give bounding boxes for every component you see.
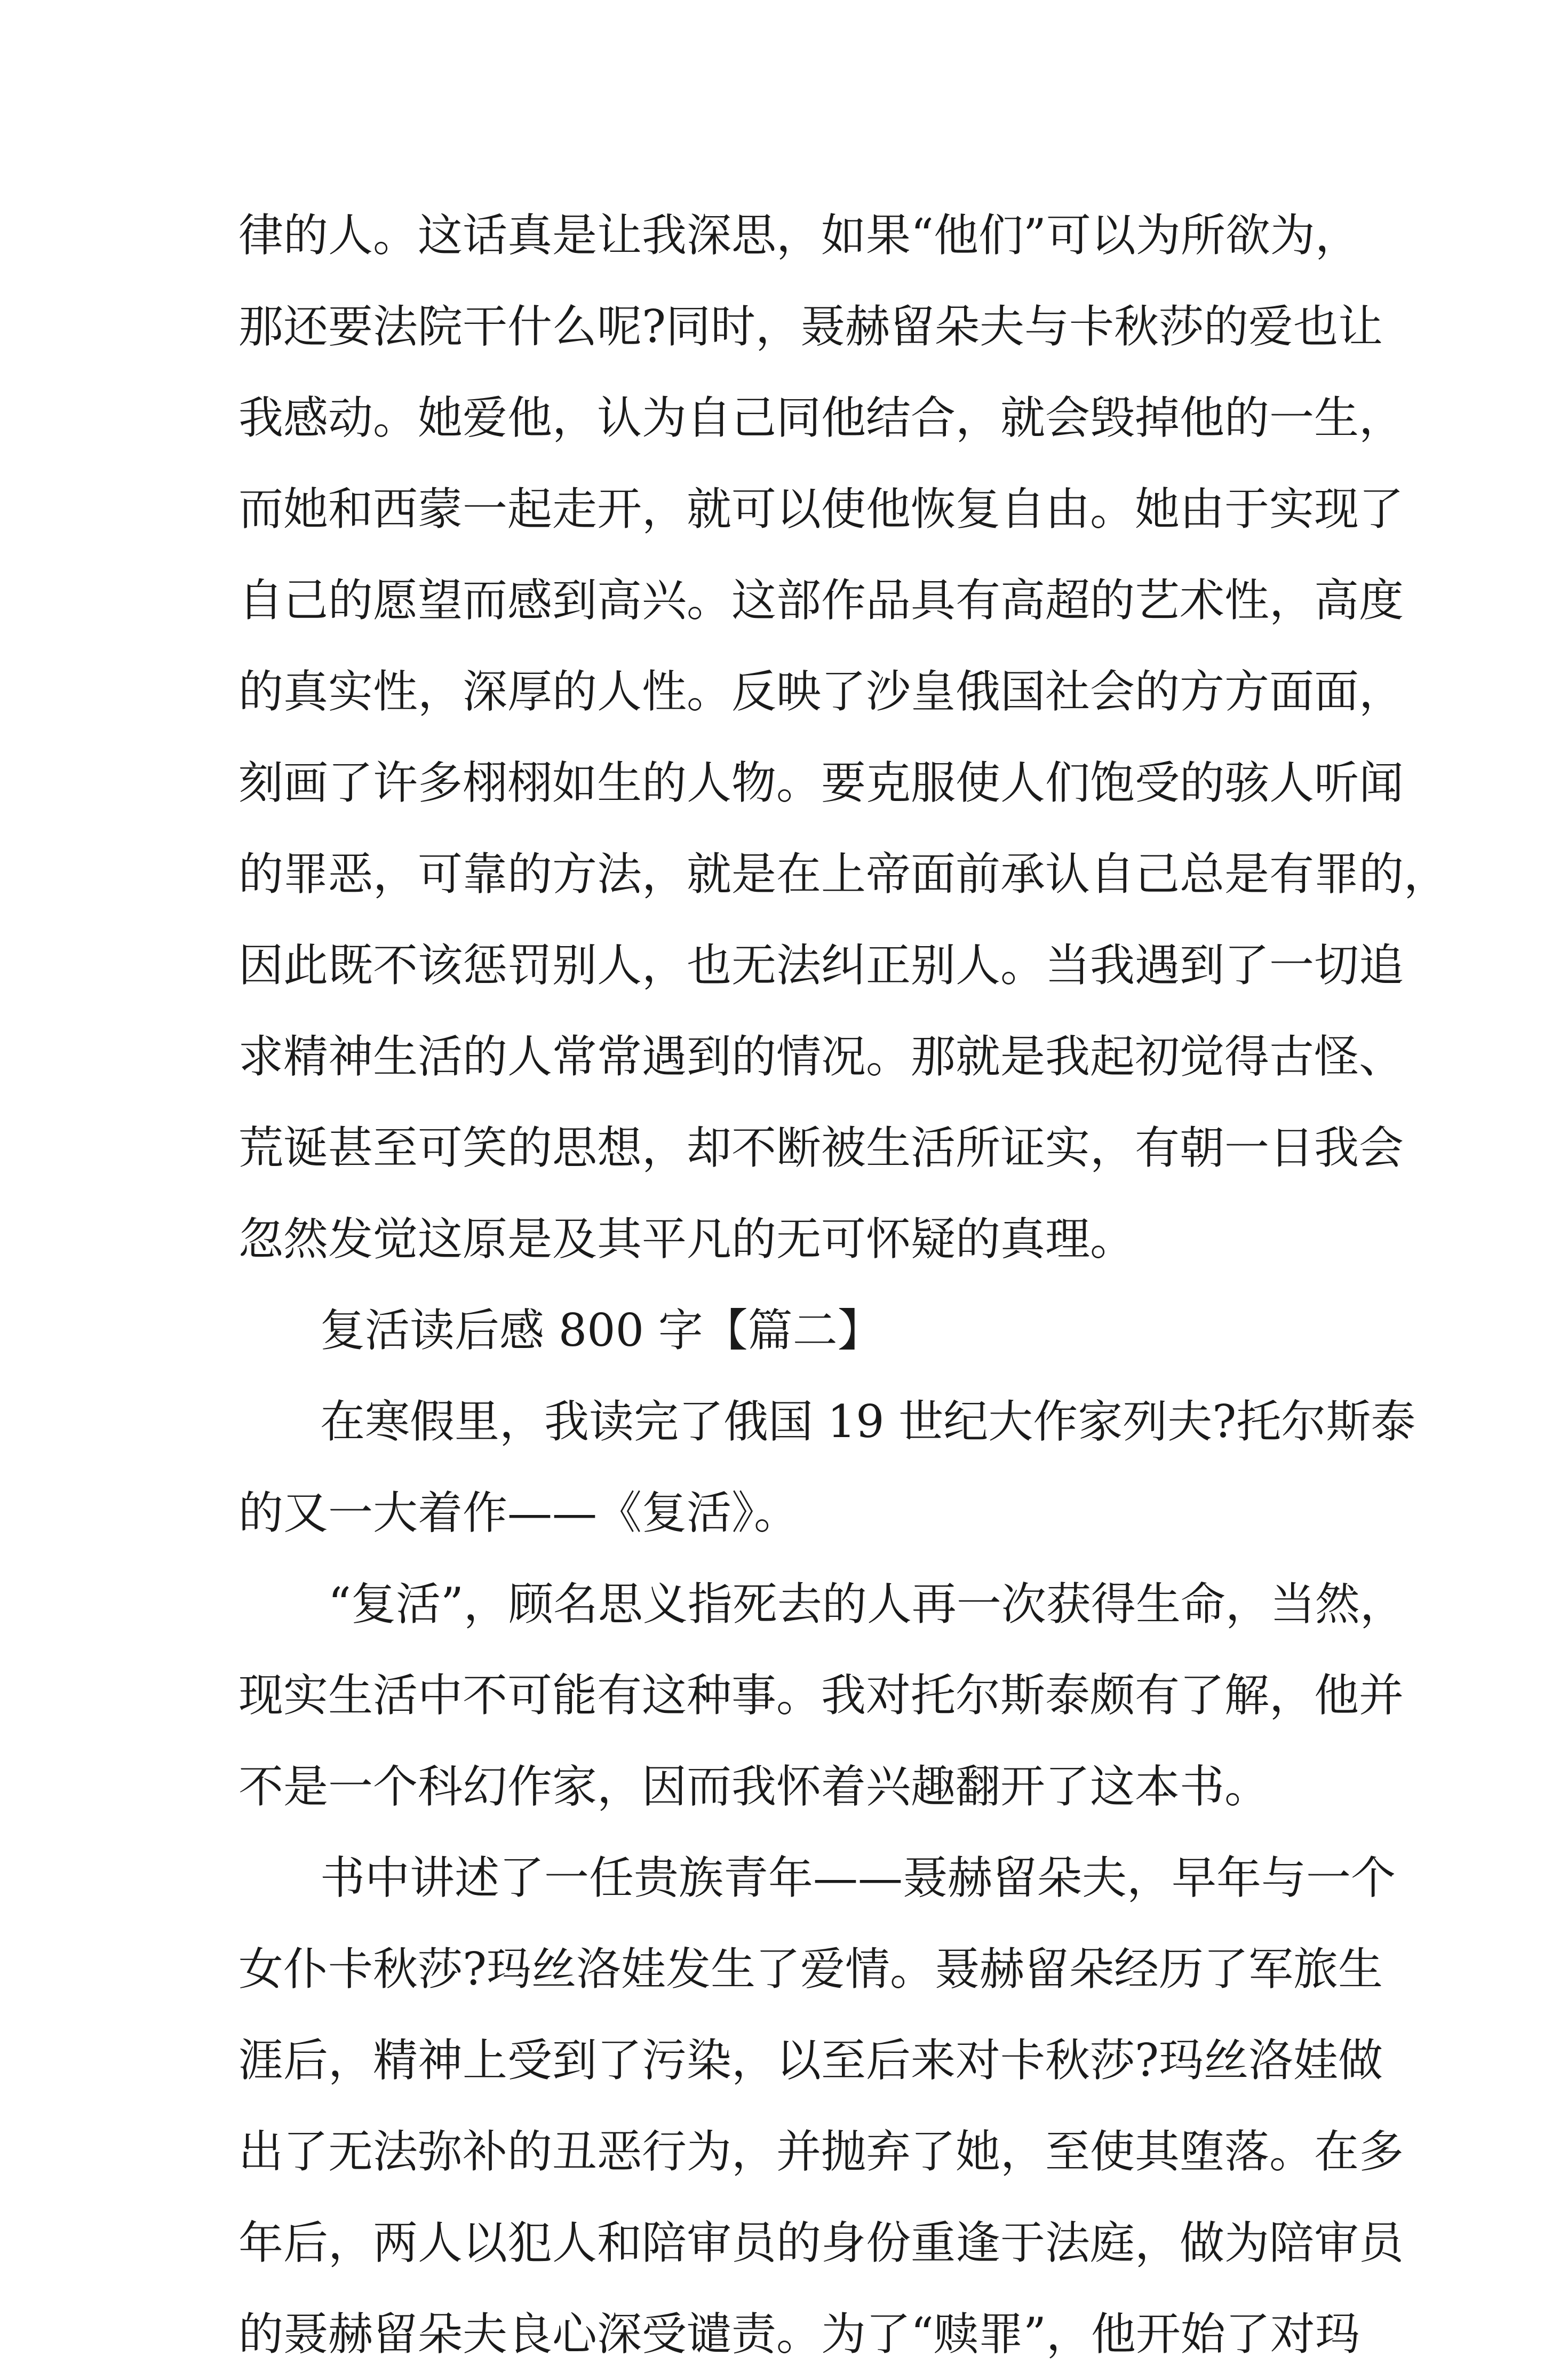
text-line: 荒诞甚至可笑的思想，却不断被生活所证实，有朝一日我会 (238, 1122, 1404, 1174)
text-line: 的真实性，深厚的人性。反映了沙皇俄国社会的方方面面， (238, 665, 1404, 718)
text-line: 不是一个科幻作家，因而我怀着兴趣翻开了这本书。 (238, 1760, 1270, 1813)
section-heading: 复活读后感 800 字【篇二】 (320, 1304, 882, 1356)
text-line: 女仆卡秋莎?玛丝洛娃发生了爱情。聂赫留朵经历了军旅生 (238, 1943, 1383, 1995)
text-line: 的聂赫留朵夫良心深受谴责。为了“赎罪”，他开始了对玛 (238, 2308, 1360, 2360)
text-line: 自己的愿望而感到高兴。这部作品具有高超的艺术性，高度 (238, 574, 1404, 626)
text-line: 因此既不该惩罚别人，也无法纠正别人。当我遇到了一切追 (238, 939, 1404, 991)
body-text (238, 190, 1449, 2380)
text-line: 律的人。这话真是让我深思，如果“他们”可以为所欲为， (238, 209, 1360, 261)
text-line: 在寒假里，我读完了俄国 19 世纪大作家列夫?托尔斯泰 (320, 1395, 1416, 1448)
text-line: 忽然发觉这原是及其平凡的无可怀疑的真理。 (238, 1213, 1135, 1265)
text-line: 那还要法院干什么呢?同时，聂赫留朵夫与卡秋莎的爱也让 (238, 300, 1383, 353)
text-line: 我感动。她爱他，认为自己同他结合，就会毁掉他的一生， (238, 392, 1404, 444)
text-line: 刻画了许多栩栩如生的人物。要克服使人们饱受的骇人听闻 (238, 757, 1404, 809)
text-line: 现实生活中不可能有这种事。我对托尔斯泰颇有了解，他并 (238, 1669, 1404, 1721)
text-line: 年后，两人以犯人和陪审员的身份重逢于法庭，做为陪审员 (238, 2217, 1404, 2269)
text-line: 的罪恶，可靠的方法，就是在上帝面前承认自己总是有罪的， (238, 848, 1449, 900)
text-line: 的又一大着作——《复活》。 (238, 1487, 799, 1539)
text-line: 出了无法弥补的丑恶行为，并抛弃了她，至使其堕落。在多 (238, 2125, 1404, 2178)
text-line: 书中讲述了一任贵族青年——聂赫留朵夫，早年与一个 (320, 1852, 1396, 1904)
text-line: “复活”，顾名思义指死去的人再一次获得生命，当然， (328, 1578, 1405, 1630)
text-line: 涯后，精神上受到了污染，以至后来对卡秋莎?玛丝洛娃做 (238, 2034, 1383, 2087)
text-line: 求精神生活的人常常遇到的情况。那就是我起初觉得古怪、 (238, 1030, 1404, 1083)
text-line: 而她和西蒙一起走开，就可以使他恢复自由。她由于实现了 (238, 483, 1404, 535)
